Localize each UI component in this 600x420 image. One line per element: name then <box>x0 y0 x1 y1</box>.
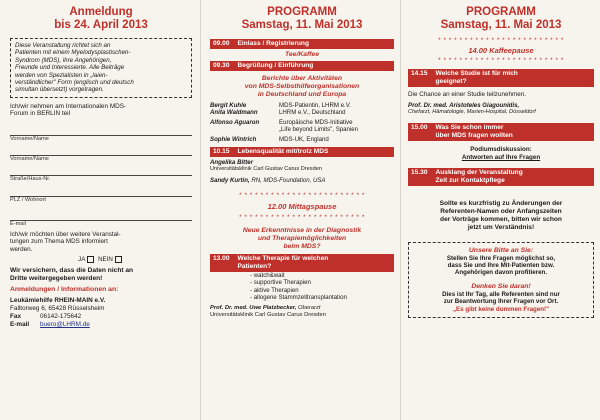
agenda-time: 14.15 <box>411 70 428 77</box>
heading-line: beim MDS? <box>283 243 321 251</box>
agenda-time: 09.30 <box>213 62 230 69</box>
notice-line: der Vorträge kommen, bitten wir schon <box>440 215 562 223</box>
agenda-title: Begrüßung / Einführung <box>237 62 314 69</box>
request-line: Stellen Sie Ihre Fragen möglichst so, <box>446 254 556 262</box>
request-text <box>412 255 590 277</box>
intro-line: Syndrom (MDS), ihre Angehörigen, <box>15 56 112 64</box>
city-field[interactable] <box>10 183 192 197</box>
star-divider: * * * * * * * * * * * * * * * * * * * * * * * * <box>239 214 365 222</box>
program-afternoon-column <box>400 0 600 420</box>
name-field-2[interactable] <box>10 143 192 156</box>
join-line: werden. <box>10 245 33 253</box>
panel-line: Antworten auf Ihre Fragen <box>461 154 541 161</box>
agenda-item <box>408 69 594 87</box>
fax-number: 06142-175642 <box>40 312 82 320</box>
program-date: Samstag, 11. Mai 2013 <box>440 19 562 31</box>
privacy-note <box>10 267 192 283</box>
speaker-row <box>210 109 394 116</box>
speaker-row <box>210 102 394 109</box>
agenda-title-line: Welche Studie ist für mich <box>435 70 518 77</box>
agenda-title-line: Welche Therapie für welchen <box>237 255 329 263</box>
coffee-note: Tee/Kaffee <box>284 51 319 58</box>
field-label: Vorname/Name <box>10 136 49 143</box>
speaker-role: Oberarzt <box>297 305 321 312</box>
email-link[interactable]: buero@LHRM.de <box>40 320 90 328</box>
reminder-line: zur Beantwortung Ihrer Fragen vor Ort. <box>443 298 559 306</box>
agenda-title: Einlass / Registrierung <box>237 40 309 47</box>
speaker-name: Prof. Dr. med. Aristoteles Giagounidis, <box>408 102 520 109</box>
star-divider: * * * * * * * * * * * * * * * * * * * * * * * * <box>438 57 564 64</box>
speaker-org: Universitätsklinik Carl Gustav Carus Dresden <box>210 312 326 319</box>
speaker-name: Sandy Kurtin, <box>210 176 250 184</box>
study-note: Die Chance an einer Studie teilzunehmen. <box>408 91 526 98</box>
org-address: Falltorweg 6, 65428 Rüsselsheim <box>10 304 105 312</box>
contact-heading: Anmeldungen / Informationen an: <box>10 285 119 293</box>
agenda-title <box>436 169 523 185</box>
no-label: NEIN <box>98 256 113 264</box>
panel-line: Podiumsdiskussion: <box>470 146 532 154</box>
speaker-org: MDS-UK, England <box>279 135 329 143</box>
speaker-org: LHRM e.V., Deutschland <box>279 109 346 117</box>
heading-line: Berichte über Aktivitäten <box>261 75 343 82</box>
program-title: PROGRAMM <box>267 6 337 18</box>
notice-line: Sollte es kurzfristig zu Änderungen der <box>439 199 563 207</box>
coffee-break: 14.00 Kaffeepause <box>468 46 534 55</box>
speaker-name: Sophie Wintrich <box>210 135 257 143</box>
yes-label: JA <box>78 256 86 264</box>
therapy-item: - allogene Stammzelltransplantation <box>250 293 347 301</box>
change-notice <box>408 200 594 232</box>
speaker-row <box>210 136 394 143</box>
speaker-row <box>210 305 394 312</box>
speaker-role: Chefarzt, Hämatologie, Marien-Hospital, Düsseldorf <box>408 109 536 116</box>
field-label: E-mail <box>10 221 26 228</box>
join-line: Ich/wir möchten über weitere Veranstal- <box>10 231 121 239</box>
speaker-name <box>210 126 276 133</box>
agenda-time: 15.30 <box>411 168 428 176</box>
field-label: PLZ / Wohnort <box>10 197 46 204</box>
heading-line: und Therapiemöglichkeiten <box>257 235 347 243</box>
privacy-line: Wir versichern, dass die Daten nicht an <box>10 266 134 274</box>
forum-line: Forum in BERLIN teil <box>10 110 71 118</box>
name-field-1[interactable] <box>10 122 192 136</box>
speaker-org: „Life beyond Limits", Spanien <box>279 126 359 134</box>
notice-line: jetzt um Verständnis! <box>467 223 535 231</box>
agenda-title <box>436 70 518 86</box>
speaker-row <box>210 119 394 126</box>
therapy-list <box>210 272 394 301</box>
registration-form <box>10 122 192 228</box>
speaker-name: Alfonso Aguaron <box>210 118 260 126</box>
intro-box <box>10 38 192 98</box>
intro-line: Patienten mit einem Myelodysplastischen- <box>15 49 131 57</box>
agenda-title: Lebensqualität mit/trotz MDS <box>237 148 329 156</box>
yes-no-choice <box>10 256 192 264</box>
intro-line: verständlicher" Form (englisch und deutsch <box>15 79 134 87</box>
forum-question <box>10 103 192 118</box>
fax-row <box>10 313 192 321</box>
intro-line: simultan übersetzt) vorgetragen. <box>15 86 104 94</box>
contact-block <box>10 297 192 329</box>
speaker-row <box>210 177 394 184</box>
agenda-item <box>408 168 594 186</box>
heading-line: in Deutschland und Europa <box>257 91 347 98</box>
speaker-block <box>408 102 594 116</box>
request-box <box>408 242 594 318</box>
agenda-time: 13.00 <box>213 255 230 263</box>
speaker-row <box>210 126 394 133</box>
star-divider: * * * * * * * * * * * * * * * * * * * * * * * * <box>239 192 365 200</box>
request-heading: Unsere Bitte an Sie: <box>468 246 534 254</box>
program-title: PROGRAMM <box>466 6 536 18</box>
speaker-org: Europäische MDS-Initiative <box>279 118 353 126</box>
no-checkbox[interactable] <box>115 256 122 263</box>
therapy-item: - watch&wait <box>250 272 285 280</box>
speaker-org: RN, MDS-Foundation, USA <box>251 176 326 184</box>
fax-label: Fax <box>10 312 22 320</box>
agenda-item <box>408 123 594 141</box>
info-request <box>10 231 192 253</box>
reminder-line: Dies ist Ihr Tag, alle Referenten sind nur <box>442 290 560 298</box>
intro-line: Freunde und Interessierte. Alle Beiträge <box>15 64 125 72</box>
agenda-time: 10.15 <box>213 148 230 156</box>
speaker-block <box>210 305 394 319</box>
heading-line: von MDS-Selbsthilfeorganisationen <box>244 83 360 90</box>
speaker-block <box>210 159 394 184</box>
privacy-line: Dritte weitergegeben werden! <box>10 274 103 282</box>
registration-title: Anmeldung <box>69 6 133 18</box>
forum-line: Ich/wir nehmen am Internationalen MDS- <box>10 102 127 110</box>
speaker-list <box>210 102 394 143</box>
program-morning-column <box>200 0 400 420</box>
email-label: E-mail <box>10 320 30 328</box>
speaker-name: Bergit Kuhle <box>210 102 247 109</box>
speaker-name: Anita Waldmann <box>210 109 258 117</box>
registration-deadline: bis 24. April 2013 <box>54 19 148 31</box>
agenda-title-line: Patienten? <box>237 263 272 271</box>
registration-column <box>0 0 200 420</box>
intro-line: werden von Spezialisten in „laien- <box>15 71 108 79</box>
therapy-item: - supportive Therapien <box>250 279 311 287</box>
agenda-item <box>210 147 394 157</box>
agenda-time: 15.00 <box>411 124 428 132</box>
agenda-title-line: über MDS fragen wollten <box>435 132 513 140</box>
field-label: Vorname/Name <box>10 156 49 163</box>
section-heading <box>210 75 394 99</box>
agenda-item <box>210 254 394 272</box>
agenda-title-line: Was Sie schon immer <box>435 124 504 132</box>
reminder-text <box>412 291 590 313</box>
join-line: tungen zum Thema MDS informiert <box>10 238 108 246</box>
org-name: Leukämiehilfe RHEIN-MAIN e.V. <box>10 296 106 304</box>
therapy-item: - aktive Therapien <box>250 286 299 294</box>
agenda-time: 09.00 <box>213 40 230 47</box>
speaker-name: Angelika Bitter <box>210 159 254 167</box>
agenda-title-line: Ausklang der Veranstaltung <box>435 168 523 176</box>
speaker-org: Universitätsklinik Carl Gustav Carus Dresden <box>210 166 322 173</box>
yes-checkbox[interactable] <box>87 256 94 263</box>
agenda-title <box>436 124 513 140</box>
star-divider: * * * * * * * * * * * * * * * * * * * * * * * * <box>438 37 564 44</box>
program-date: Samstag, 11. Mai 2013 <box>241 19 363 31</box>
lunch-break: 12.00 Mittagspause <box>267 202 337 212</box>
agenda-item <box>210 61 394 71</box>
intro-line: Diese Veranstaltung richtet sich an <box>15 42 111 49</box>
agenda-title-line: Zeit zur Kontaktpflege <box>435 176 505 184</box>
request-line: Angehörigen davon profitieren. <box>454 269 548 277</box>
reminder-line: „Es gibt keine dummen Fragen!" <box>452 305 550 313</box>
field-label: Straße/Haus-Nr. <box>10 176 51 183</box>
panel-discussion <box>408 146 594 161</box>
request-line: dass Sie und Ihre Mit-Patienten bzw. <box>447 262 555 269</box>
agenda-title <box>238 255 329 271</box>
email-row <box>10 321 192 329</box>
reminder-heading: Denken Sie daran! <box>471 282 531 290</box>
agenda-title-line: geeignet? <box>435 78 467 85</box>
speaker-org: MDS-Patientin, LHRM e.V. <box>279 102 351 109</box>
agenda-item <box>210 39 394 49</box>
speaker-name: Prof. Dr. med. Uwe Platzbecker, <box>210 305 297 312</box>
notice-line: Referenten-Namen oder Anfangszeiten <box>440 207 562 215</box>
section-heading <box>210 227 394 251</box>
heading-line: Neue Erkenntnisse in der Diagnostik <box>242 227 362 235</box>
street-field[interactable] <box>10 163 192 176</box>
email-field[interactable] <box>10 204 192 221</box>
